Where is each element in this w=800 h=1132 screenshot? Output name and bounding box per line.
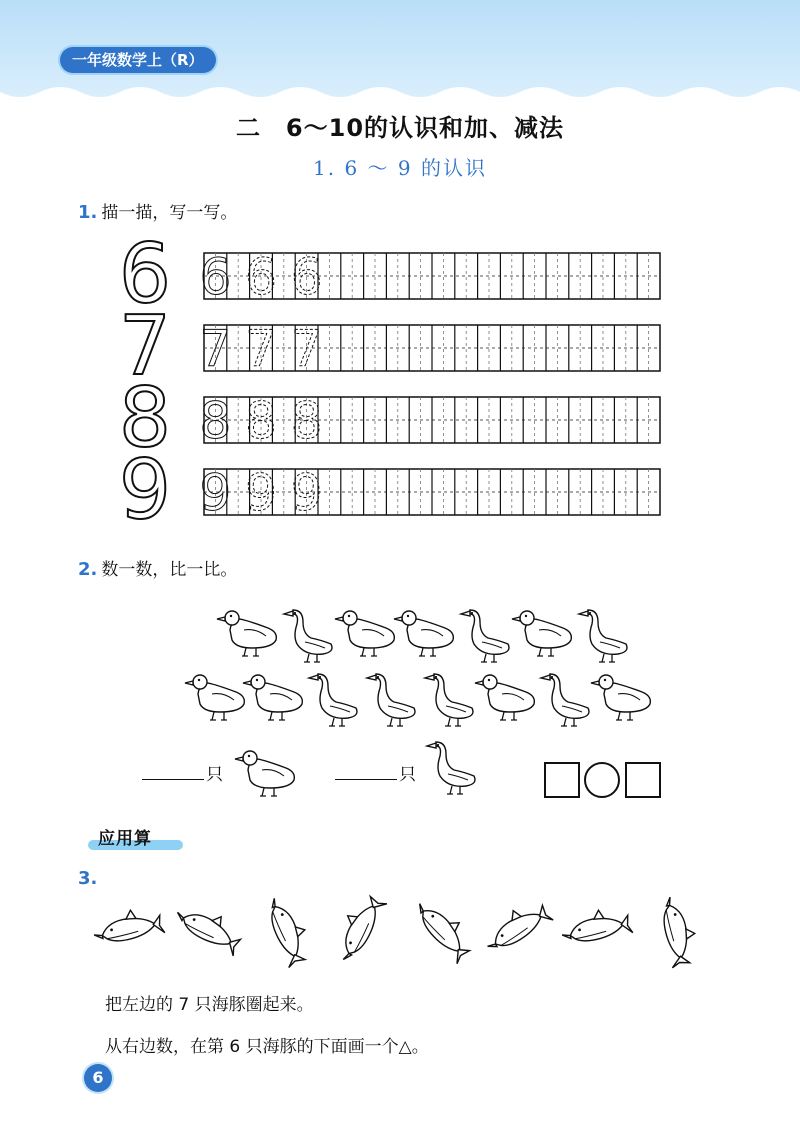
dolphin-icon[interactable] bbox=[479, 896, 554, 956]
duck-icon bbox=[185, 675, 244, 720]
compare-box-right[interactable] bbox=[625, 762, 661, 798]
trace-digit: 6 bbox=[199, 248, 232, 306]
trace-digit: 6 bbox=[245, 248, 277, 306]
svg-text:7: 7 bbox=[118, 299, 172, 394]
dolphin-icon[interactable] bbox=[559, 905, 633, 945]
compare-circle[interactable] bbox=[584, 762, 620, 798]
goose-icon bbox=[425, 674, 473, 726]
goose-count-blank[interactable] bbox=[335, 779, 397, 780]
duck-icon bbox=[217, 611, 276, 656]
unit-label: 只 bbox=[399, 765, 416, 785]
duck-icon bbox=[243, 675, 302, 720]
instruction-2: 从右边数，在第 6 只海豚的下面画一个△。 bbox=[105, 1037, 429, 1057]
trace-digit: 9 bbox=[290, 464, 323, 522]
duck-answer bbox=[142, 760, 223, 785]
duck-icon bbox=[512, 611, 571, 656]
question-text: 数一数，比一比。 bbox=[101, 560, 238, 580]
goose-icon bbox=[579, 610, 627, 662]
unit-label: 只 bbox=[206, 765, 223, 785]
dolphin-icon[interactable] bbox=[660, 894, 700, 968]
goose-icon bbox=[284, 610, 332, 662]
compare-box-left[interactable] bbox=[544, 762, 580, 798]
trace-digit: 8 bbox=[245, 392, 277, 450]
dolphin-icon[interactable] bbox=[328, 890, 388, 965]
question-number: 1. bbox=[78, 202, 98, 223]
trace-digit: 8 bbox=[290, 392, 323, 450]
trace-digit: 6 bbox=[290, 248, 323, 306]
goose-icon bbox=[427, 742, 475, 794]
trace-digit: 7 bbox=[245, 320, 277, 378]
duck-icon bbox=[335, 611, 394, 656]
svg-text:6: 6 bbox=[118, 227, 172, 322]
lesson-title: 1. 6 ～ 9 的认识 bbox=[313, 156, 487, 180]
question-number: 2. bbox=[78, 559, 98, 580]
duck-icon bbox=[475, 675, 534, 720]
dolphin-row[interactable] bbox=[90, 895, 730, 970]
trace-digit: 8 bbox=[199, 392, 232, 450]
goose-answer bbox=[335, 760, 416, 785]
duck-icon bbox=[591, 675, 650, 720]
goose-icon bbox=[309, 674, 357, 726]
goose-icon bbox=[367, 674, 415, 726]
instruction-1: 把左边的 7 只海豚圈起来。 bbox=[105, 995, 314, 1015]
trace-digit: 7 bbox=[290, 320, 323, 378]
trace-digit: 9 bbox=[199, 464, 232, 522]
page-number: 6 bbox=[84, 1064, 112, 1092]
duck-icon bbox=[394, 611, 453, 656]
question-text: 描一描，写一写。 bbox=[101, 203, 238, 223]
duck-count-blank[interactable] bbox=[142, 779, 204, 780]
unit-title: 二 6～10的认识和加、减法 bbox=[235, 114, 565, 142]
duck-icon bbox=[235, 751, 294, 796]
goose-icon bbox=[461, 610, 509, 662]
trace-digit: 7 bbox=[199, 320, 232, 378]
dolphin-icon[interactable] bbox=[264, 892, 315, 968]
trace-digit: 9 bbox=[245, 464, 277, 522]
dolphin-icon[interactable] bbox=[91, 905, 165, 945]
dolphin-icon[interactable] bbox=[172, 897, 247, 957]
grade-tag: 一年级数学上（R） bbox=[60, 47, 216, 73]
question-3 bbox=[78, 868, 101, 889]
dolphin-icon[interactable] bbox=[412, 892, 479, 964]
question-number: 3. bbox=[78, 868, 98, 889]
svg-text:9: 9 bbox=[118, 443, 172, 538]
svg-text:8: 8 bbox=[118, 371, 172, 466]
goose-icon bbox=[541, 674, 589, 726]
section-label: 应用算 bbox=[98, 829, 152, 849]
section-tag bbox=[88, 822, 183, 852]
